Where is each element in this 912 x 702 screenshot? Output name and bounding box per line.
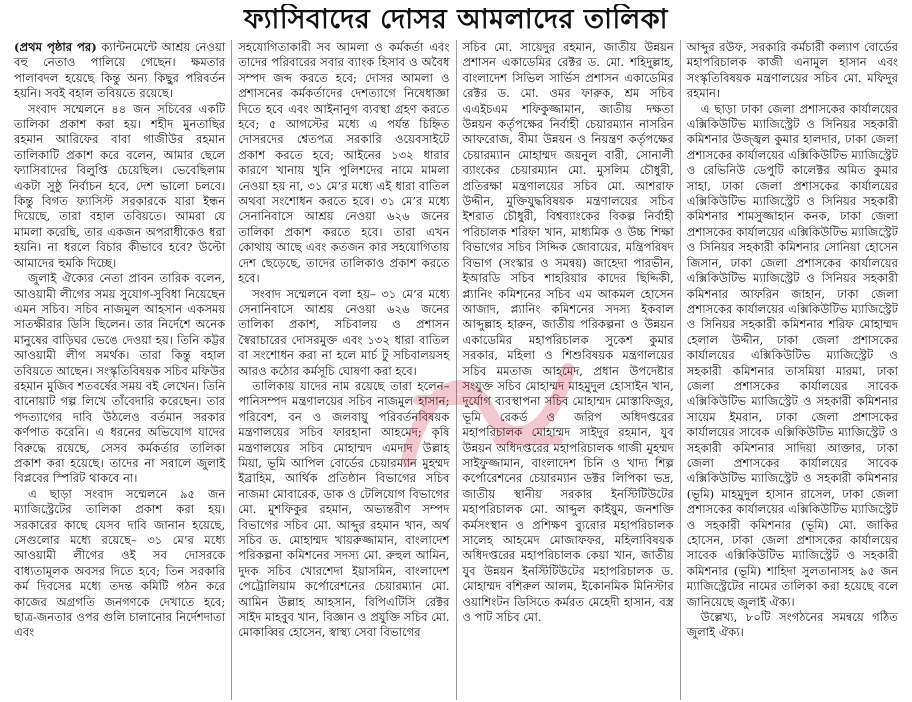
article-column-3 <box>456 40 680 700</box>
article-paragraph: সচিব মো. সায়েদুর রহমান, জাতীয় উন্নয়ন প্রশাসন একাডেমির রেক্টর ড. মো. শহিদুল্লাহ, বাংলাদেশ সিভিল সার্ভিস প্রশাসন একাডেমির রেক্টর ড. মো. ওমর ফারুক, শ্রম সচিব এএইচএম শফিকুজ্জামান, জাতীয় দক্ষতা উন্নয়ন কর্তৃপক্ষের নির্বাহী চেয়ারম্যান নাসরিন আফরোজ, বীমা উন্নয়ন ও নিয়ন্ত্রণ কর্তৃপক্ষের চেয়ারম্যান মোহাম্মদ জয়নুল বারী, সোনালী ব্যাংকের চেয়ারম্যান মো. মুসলিম চৌধুরী, প্রতিরক্ষা মন্ত্রণালয়ের সচিব মো. আশরাফ উদ্দীন, মুক্তিযুদ্ধবিষয়ক মন্ত্রণালয়ের সচিব ইশরাত চৌধুরী, বিশ্বব্যাংকের বিকল্প নির্বাহী পরিচালক শরিফা খান, মাধ্যমিক ও উচ্চ শিক্ষা বিভাগের সচিব সিদ্দিক জোবায়ের, মন্ত্রিপরিষদ বিভাগ (সংস্কার ও সমন্বয়) জাহেদা পারভীন, ইআরডি সচিব শাহরিয়ার কাদের ছিদ্দিকী, প্ল্যানিং কমিশনের সচিব এম আকমল হোসেন আজাদ, প্ল্যানিং কমিশনের সদস্য ইকবাল আব্দুল্লাহ হারুন, জাতীয় পরিকল্পনা ও উন্নয়ন একাডেমির মহাপরিচালক সুকেশ কুমার সরকার, মহিলা ও শিশুবিষয়ক মন্ত্রণালয়ের সচিব মমতাজ আহমেদ, প্রধান উপদেষ্টার সংযুক্ত সচিব মোহাম্মদ মাহমুদুল হোসাইন খান, দুর্যোগ ব্যবস্থাপনা সচিব মোহাম্মদ মোস্তাফিজুর, ভূমি রেকর্ড ও জরিপ অধিদপ্তরের মহাপরিচালক মোহাম্মদ সাইদুর রহমান, যুব উন্নয়ন অধিদপ্তরের মহাপরিচালক গাজী মুহম্মদ সাইফুজ্জামান, বাংলাদেশ চিনি ও খাদ্য শিল্প কর্পোরেশনের চেয়ারম্যান ডক্টর লিপিকা ভদ্র, জাতীয় স্থানীয় সরকার ইনস্টিটিউটের মহাপরিচালক মো. আব্দুল কাইয়ুম, জনশক্তি কর্মসংস্থান ও প্রশিক্ষণ ব্যুরোর মহাপরিচালক সালেহ আহমেদ মোজাফফর, মহিলাবিষয়ক অধিদপ্তরের মহাপরিচালক কেয়া খান, জাতীয় যুব উন্নয়ন ইনস্টিটিউটের মহাপরিচালক ড. মোহাম্মদ বশিরুল আলম, ইকোনমিক মিনিস্টার ওয়াশিংটন ডিসিতে কর্মরত মেহেদী হাসান, বস্ত্র ও পাট সচিব মো. <box>462 40 674 625</box>
article-paragraph: এ ছাড়া ঢাকা জেলা প্রশাসকের কার্যালয়ের এক্সিকিউটিভ ম্যাজিস্ট্রেট ও সিনিয়র সহকারী কমিশনার উজ্জ্বল কুমার হালদার, ঢাকা জেলা প্রশাসকের কার্যালয়ের এক্সিকিউটিভ ম্যাজিস্ট্রেট ও রেভিনিউ ডেপুটি কালেক্টর অমিত কুমার সাহা, ঢাকা জেলা প্রশাসকের কার্যালয়ের এক্সিকিউটিভ ম্যাজিস্ট্রেট ও সিনিয়র সহকারী কমিশনার শামসুজ্জাহান কনক, ঢাকা জেলা প্রশাসকের কার্যালয়ের এক্সিকিউটিভ ম্যাজিস্ট্রেট ও সিনিয়র সহকারী কমিশনার সোনিয়া হোসেন জিসান, ঢাকা জেলা প্রশাসকের কার্যালয়ের এক্সিকিউটিভ ম্যাজিস্ট্রেট ও সিনিয়র সহকারী কমিশনার আফরিন জাহান, ঢাকা জেলা প্রশাসকের কার্যালয়ের এক্সিকিউটিভ ম্যাজিস্ট্রেট ও সিনিয়র সহকারী কমিশনার শরিফ মোহাম্মদ হেলাল উদ্দীন, ঢাকা জেলা প্রশাসকের কার্যালয়ের এক্সিকিউটিভ ম্যাজিস্ট্রেট ও সহকারী কমিশনার তাসমিয়া মারমা, ঢাকা জেলা প্রশাসকের কার্যালয়ের সাবেক এক্সিকিউটিভ ম্যাজিস্ট্রেট ও সহকারী কমিশনার সায়েম ইমরান, ঢাকা জেলা প্রশাসকের কার্যালয়ের সাবেক এক্সিকিউটিভ ম্যাজিস্ট্রেট ও সহকারী কমিশনার সাদিয়া আক্তার, ঢাকা জেলা প্রশাসকের কার্যালয়ের সাবেক এক্সিকিউটিভ ম্যাজিস্ট্রেট ও সহকারী কমিশনার (ভূমি) মাহমুদুল হাসান রাসেল, ঢাকা জেলা প্রশাসকের কার্যালয়ের এক্সিকিউটিভ ম্যাজিস্ট্রেট ও সহকারী কমিশনার (ভূমি) মো. জাকির হোসেন, ঢাকা জেলা প্রশাসকের কার্যালয়ের সাবেক এক্সিকিউটিভ ম্যাজিস্ট্রেট ও সহকারী কমিশনার (ভূমি) শাহিদা সুলতানাসহ ৯৫ জন ম্যাজিস্ট্রেটের নামের তালিকা করা হয়েছে বলে জানিয়েছে জুলাই ঐক্য। <box>686 101 898 609</box>
article-paragraph: জুলাই ঐক্যের নেতা প্রাবন তারিক বলেন, আওয়ামী লীগের সময় সুযোগ-সুবিধা নিয়েছেন এমন সচিব। সচিব নাজমুল আহসান একসময় সাতক্ষীরার ডিসি ছিলেন। তার নির্দেশে অনেক মানুষের বাড়িঘর ভেঙে দেওয়া হয়। তিনি কট্টর আওয়ামী লীগ সমর্থক। তারা কিন্তু বহাল তবিয়তে আছেন। সংস্কৃতিবিষয়ক সচিব মফিউর রহমান মুজিব শতবর্ষের সময় বই লেখেন। তিনি বানোয়াট গল্প লিখে তাঁবেদারি করেছেন। তার পদত্যাগের দাবি উঠলেও বর্তমান সরকার কর্ণপাত করেনি। এ ধরনের অভিযোগ যাদের বিরুদ্ধে রয়েছে, সেসব কর্মকর্তার তালিকা প্রকাশ করা হয়েছে। তাদের না সরালে জুলাই বিপ্লবের স্পিরিট থাকবে না। <box>14 271 226 486</box>
article-column-2 <box>231 40 455 700</box>
continued-label: (প্রথম পৃষ্ঠার পর) <box>14 40 97 54</box>
headline: ফ্যাসিবাদের দোসর আমলাদের তালিকা <box>243 4 669 35</box>
article-columns <box>8 40 904 700</box>
article-paragraph: তালিকায় যাদের নাম রয়েছে তারা হলেন– পানিসম্পদ মন্ত্রণালয়ের সচিব নাজমুল হাসান; পরিবেশ, বন ও জলবায়ু পরিবর্তনবিষয়ক মন্ত্রণালয়ের সচিব ফারহানা আহমেদ; কৃষি মন্ত্রণালয়ের সচিব মোহাম্মদ এমদাদ উল্লাহ মিয়া, ভূমি আপিল বোর্ডের চেয়ারম্যান মুহম্মদ ইব্রাহিম, আর্থিক প্রতিষ্ঠান বিভাগের সচিব নাজমা মোবারেক, ডাক ও টেলিযোগ বিভাগের মো. মুশফিকুর রহমান, অভ্যন্তরীণ সম্পদ বিভাগের সচিব মো. আব্দুর রহমান খান, অর্থ সচিব ড. মোহাম্মদ খায়রুজ্জামান, বাংলাদেশ পরিকল্পনা কমিশনের সদস্য মো. রুহুল আমিন, দুদক সচিব খোরশেদা ইয়াসমিন, বাংলাদেশ পেট্রোলিয়াম কর্পোরেশনের চেয়ারম্যান মো. আমিন উল্লাহ আহসান, বিপিএটিসি রেক্টর সাইদ মাহবুব খান, বিজ্ঞান ও প্রযুক্তি সচিব মো. মোকাব্বির হোসেন, স্বাস্থ্য সেবা বিভাগের <box>238 378 450 640</box>
article-paragraph: সংবাদ সম্মেলনে ৪৪ জন সচিবের একটি তালিকা প্রকাশ করা হয়। শহীদ মুনতাছির রহমান আরিফের বাবা গাজীউর রহমান তালিকাটি প্রকাশ করে বলেন, আমার ছেলে ফ্যাসিবাদের বিলুপ্তি চেয়েছিল। ভেবেছিলাম একটা সুষ্ঠু নির্বাচন হবে, দেশ ভালো চলবে। কিন্তু বিগত ফ্যাসিস্ট সরকারকে যারা ইন্ধন দিয়েছে, তারা বহাল তবিয়তে। আমরা যে মামলা করেছি, তার একজন অপরাধীকেও ধরা হয়নি। না ধরলে বিচার কীভাবে হবে? উল্টো আমাদের হুমকি দিচ্ছে। <box>14 101 226 270</box>
article-paragraph: সংবাদ সম্মেলনে বলা হয়– ৩১ মে’র মধ্যে সেনানিবাসে আশ্রয় নেওয়া ৬২৬ জনের তালিকা প্রকাশ, সচিবালয় ও প্রশাসন স্বৈরাচারের দোসরমুক্ত এবং ১৩২ ধারা বাতিল বা সংশোধন করা না হলে মার্চ টু সচিবালয়সহ আরও কঠোর কর্মসূচি ঘোষণা করা হবে। <box>238 286 450 378</box>
article-paragraph: আব্দুর রউফ, সরকারি কর্মচারী কল্যাণ বোর্ডের মহাপরিচালক কাজী এনামুল হাসান এবং সংস্কৃতিবিষয়ক মন্ত্রণালয়ের সচিব মো. মফিদুর রহমান। <box>686 40 898 101</box>
article-paragraph: উল্লেখ্য, ৮০টি সংগঠনের সমন্বয়ে গঠিত জুলাই ঐক্য। <box>686 610 898 640</box>
article-paragraph: সহযোগিতাকারী সব আমলা ও কর্মকর্তা এবং তাদের পরিবারের সবার ব্যাংক হিসাব ও অবৈধ সম্পদ জব্দ করতে হবে; দোসর আমলা ও প্রশাসনের কর্মকর্তাদের দেশত্যাগে নিষেধাজ্ঞা দিতে হবে এবং আইনানুগ ব্যবস্থা গ্রহণ করতে হবে; ৫ আগস্টের মধ্যে এ পর্যন্ত চিহ্নিত দোসরদের শ্বেতপত্র সরকারি ওয়েবসাইটে প্রকাশ করতে হবে; আইনের ১৩২ ধারার কারণে খানায় খুনি পুলিশদের নামে মামলা নেওয়া হয় না, ৩১ মে’র মধ্যে এই ধারা বাতিল অথবা সংশোধন করতে হবে। ৩১ মে’র মধ্যে সেনানিবাসে আশ্রয় নেওয়া ৬২৬ জনের তালিকা প্রকাশ করতে হবে। তারা এখন কোথায় আছে এবং কতজন কার সহযোগিতায় দেশ ছেড়েছে, তাদের তালিকাও প্রকাশ করতে হবে। <box>238 40 450 286</box>
paragraph-text: ক্যান্টনমেন্টে আশ্রয় নেওয়া বহু নেতাও পালিয়ে গেছেন। ক্ষমতার পালাবদল হয়েছে কিন্তু অন্য কিছুর পরিবর্তন হয়নি। সবই বহাল তবিয়তে রয়েছে। <box>14 40 226 101</box>
article-column-1 <box>8 40 231 700</box>
article-paragraph: এ ছাড়া সংবাদ সম্মেলনে ৯৫ জন ম্যাজিস্ট্রেটের তালিকা প্রকাশ করা হয়। সরকারের কাছে যেসব দাবি জানান হয়েছে, সেগুলোর মধ্যে রয়েছে– ৩১ মে’র মধ্যে আওয়ামী লীগের ওই সব দোসরকে বাধ্যতামূলক অবসর দিতে হবে; তিন সরকারি কর্ম দিবসের মধ্যে তদন্ত কমিটি গঠন করে কাজের অগ্রগতি জনগণকে দেখাতে হবে; ছাত্র-জনতার ওপর গুলি চালানোর নির্দেশদাতা এবং <box>14 486 226 640</box>
article-paragraph <box>14 40 225 102</box>
article-column-4 <box>680 40 904 700</box>
